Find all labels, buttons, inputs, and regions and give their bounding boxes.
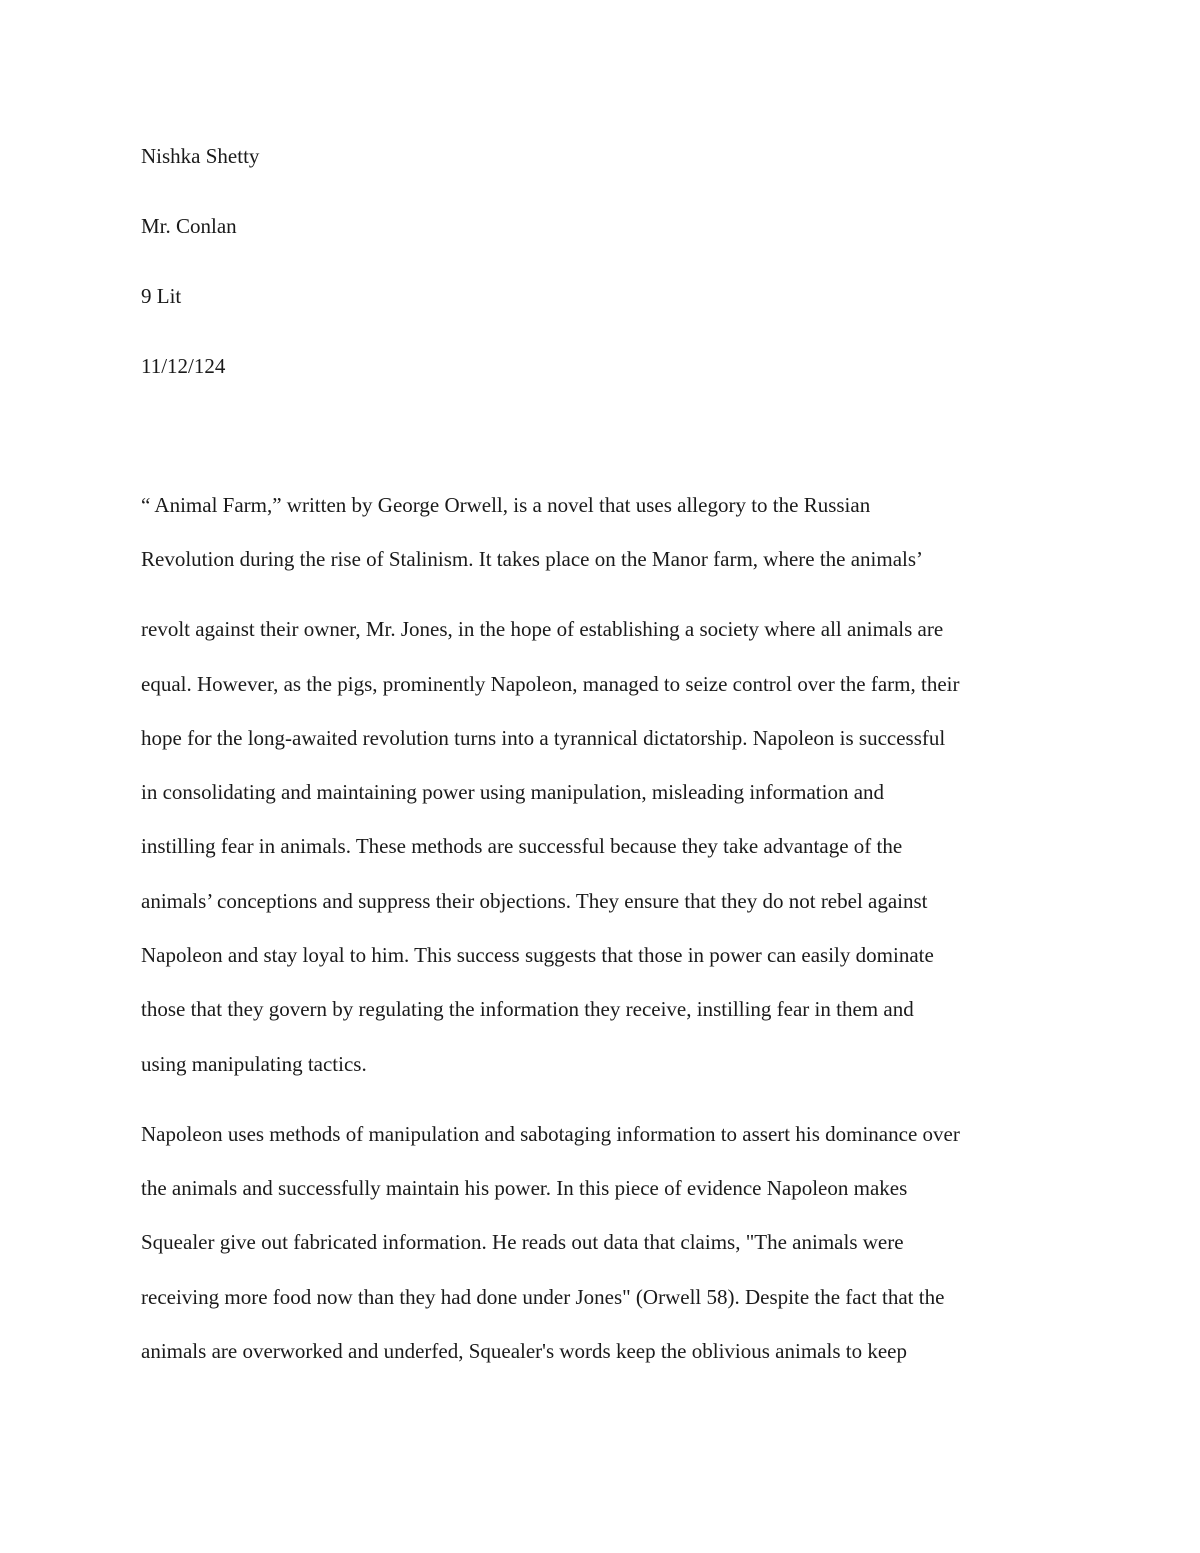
paragraph-2 <box>141 1119 1071 1390</box>
paragraph-1-line: Revolution during the rise of Stalinism. It takes place on the Manor farm, where the animals’ <box>141 547 924 572</box>
paragraph-2-line: Squealer give out fabricated information. He reads out data that claims, "The animals were <box>141 1230 904 1255</box>
student-name: Nishka Shetty <box>141 144 260 168</box>
paragraph-1-line: hope for the long-awaited revolution turns into a tyrannical dictatorship. Napoleon is successful <box>141 725 946 750</box>
teacher-name: Mr. Conlan <box>141 214 237 238</box>
paragraph-2-line: the animals and successfully maintain his power. In this piece of evidence Napoleon makes <box>141 1175 908 1200</box>
paragraph-2-line: animals are overworked and underfed, Squealer's words keep the oblivious animals to keep <box>141 1338 907 1363</box>
essay-body <box>141 490 1071 1390</box>
class-name: 9 Lit <box>141 284 182 308</box>
paragraph-1-line: revolt against their owner, Mr. Jones, in the hope of establishing a society where all animals are <box>141 617 944 642</box>
paragraph-1-line: using manipulating tactics. <box>141 1051 367 1076</box>
paragraph-2-line: receiving more food now than they had done under Jones" (Orwell 58). Despite the fact that the <box>141 1284 945 1309</box>
paragraph-1 <box>141 490 1071 1119</box>
paragraph-1-line: those that they govern by regulating the information they receive, instilling fear in them and <box>141 997 914 1022</box>
paragraph-1-line: animals’ conceptions and suppress their objections. They ensure that they do not rebel against <box>141 888 928 913</box>
paragraph-1-line: “ Animal Farm,” written by George Orwell, is a novel that uses allegory to the Russian <box>141 493 871 517</box>
paragraph-2-line: Napoleon uses methods of manipulation and sabotaging information to assert his dominance over <box>141 1121 960 1146</box>
paragraph-1-line: equal. However, as the pigs, prominently Napoleon, managed to seize control over the farm, their <box>141 671 960 696</box>
essay-date: 11/12/124 <box>141 354 226 378</box>
paragraph-1-line: instilling fear in animals. These methods are successful because they take advantage of the <box>141 834 903 859</box>
paragraph-1-line: in consolidating and maintaining power using manipulation, misleading information and <box>141 780 885 805</box>
paragraph-1-line: Napoleon and stay loyal to him. This success suggests that those in power can easily dominate <box>141 943 934 968</box>
